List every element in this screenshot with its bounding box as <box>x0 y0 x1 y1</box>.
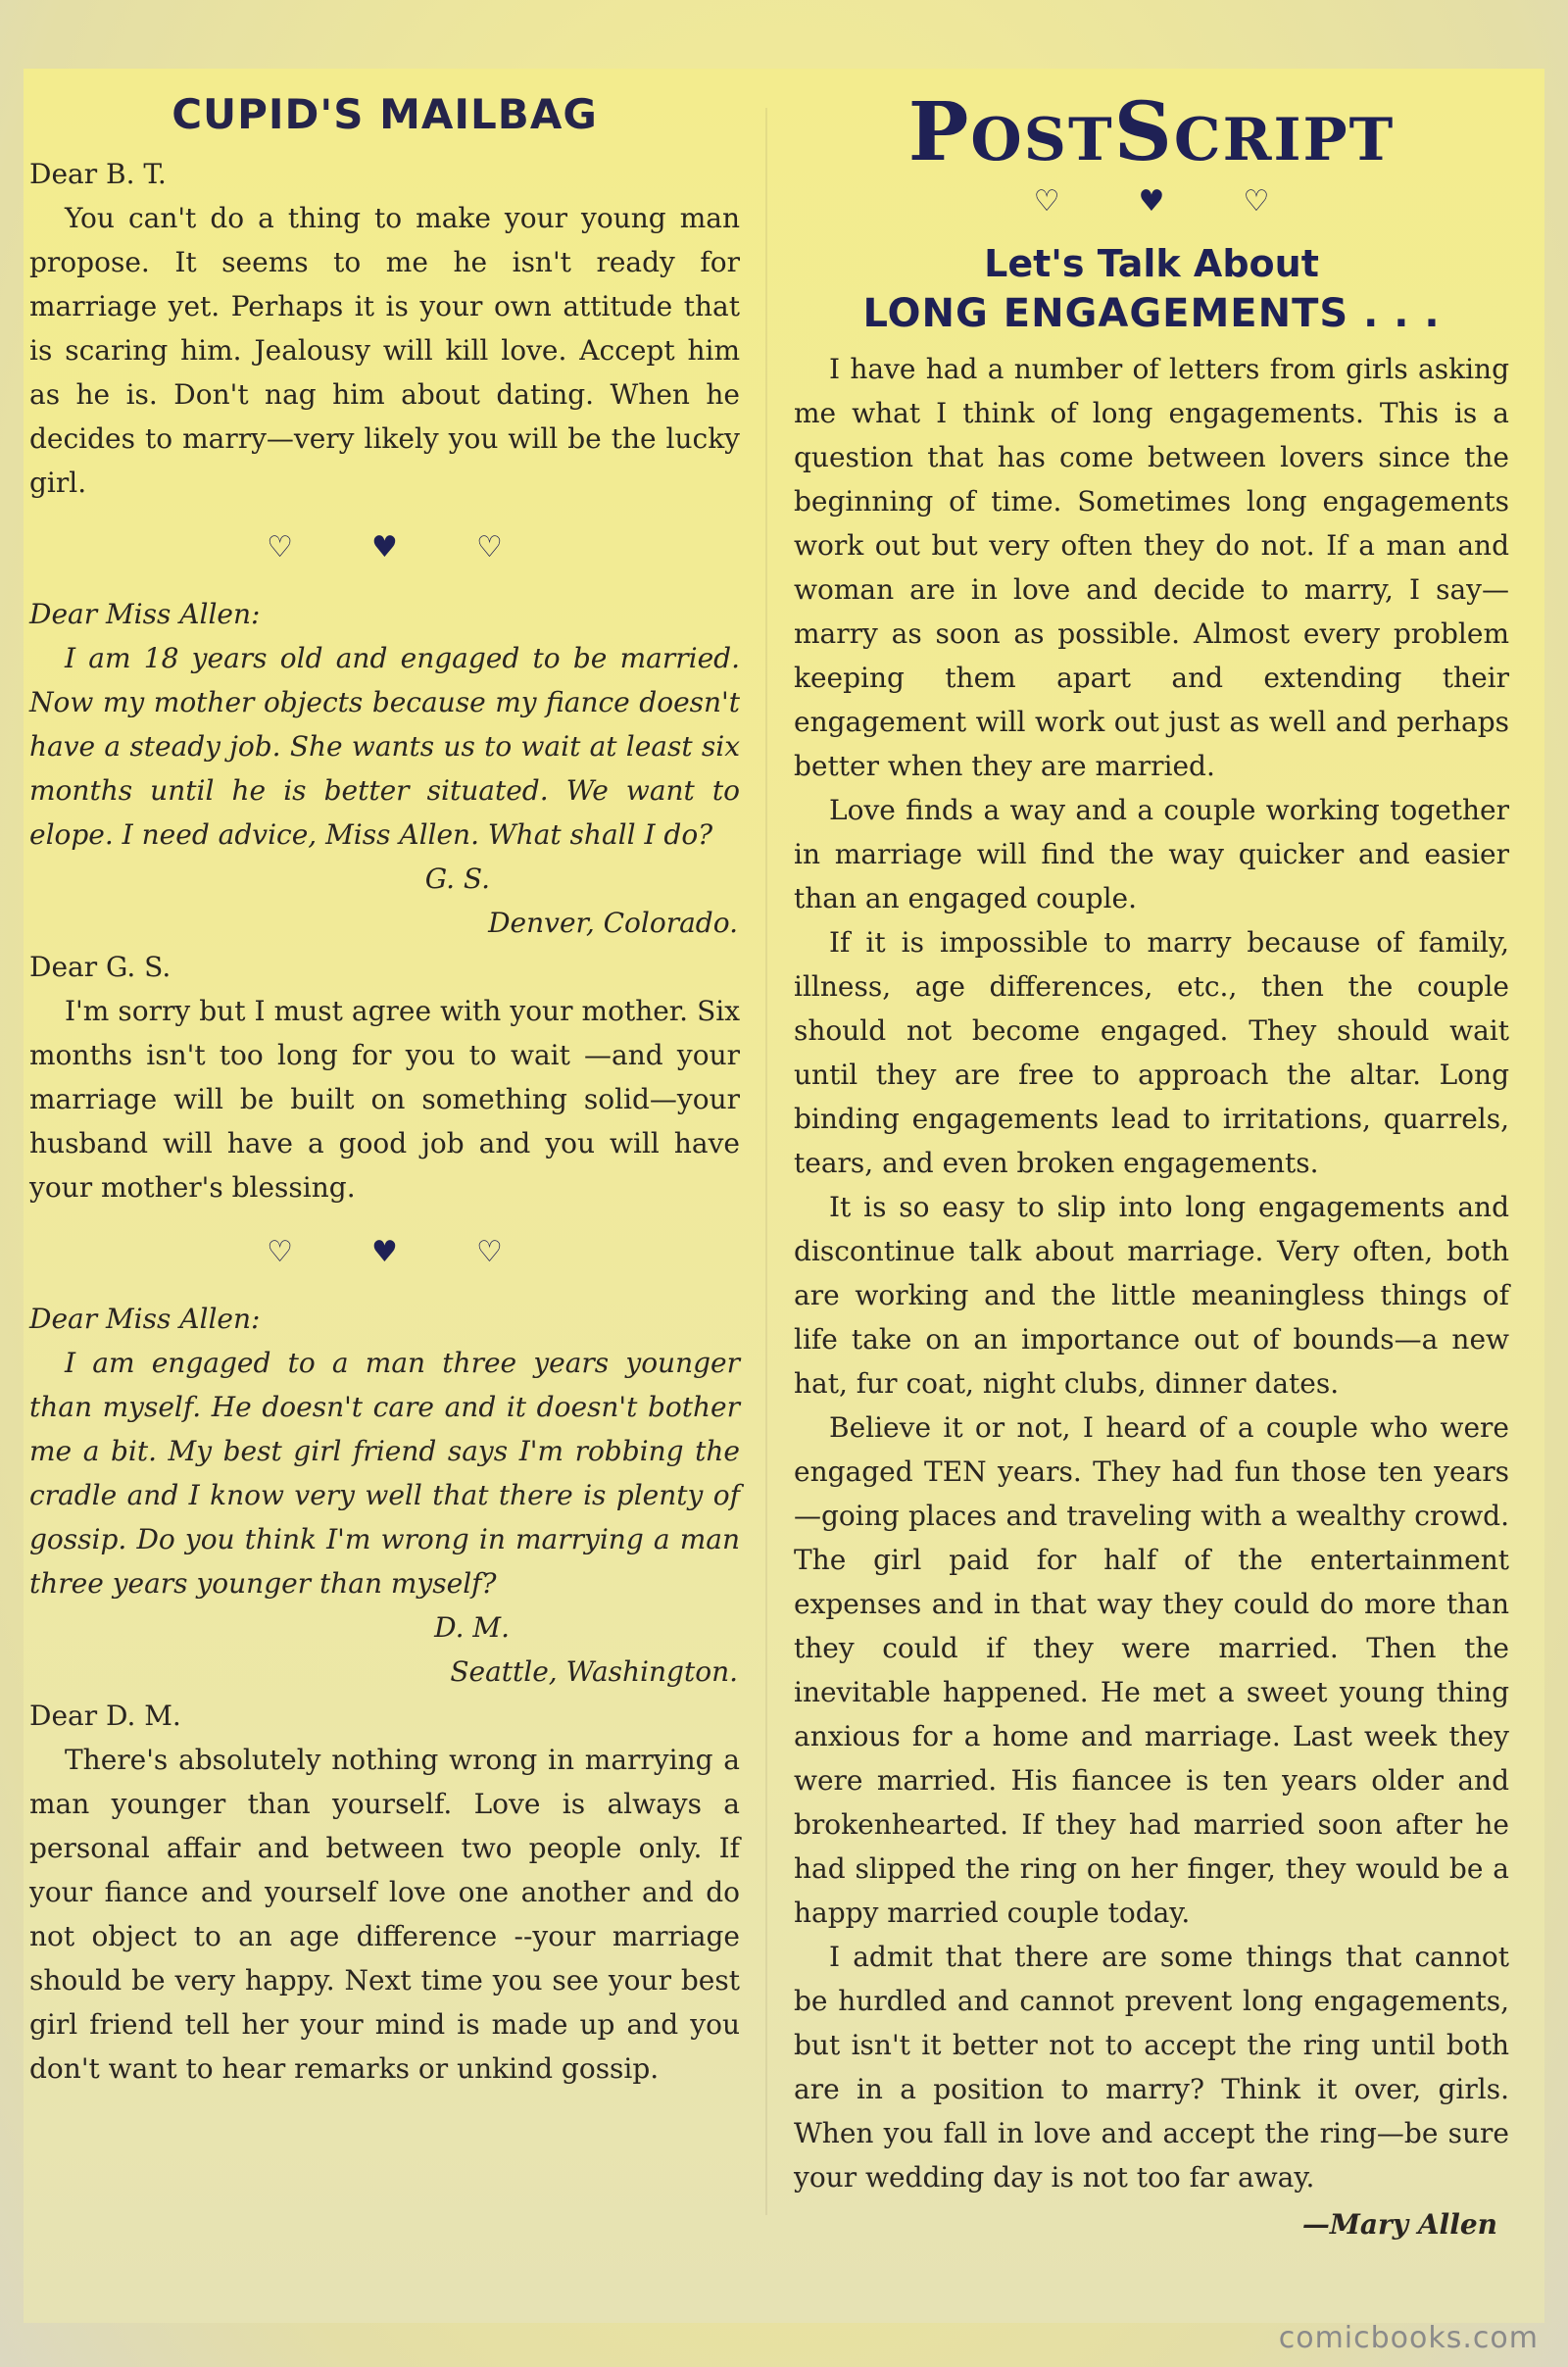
subheading-line2: LONG ENGAGEMENTS . . . <box>862 291 1441 337</box>
letter1-salutation: Dear Miss Allen: <box>29 598 261 630</box>
article-paragraph-3: If it is impossible to marry because of family, illness, age differences, etc., then the couple should not become engaged. They should wait until they are free to approach the altar. Long binding engagements lead to irritations, quarrels, tears, and even broken engagements. <box>794 926 1509 1180</box>
cupids-mailbag-column <box>29 90 740 2091</box>
title-letter-p: P <box>907 85 971 179</box>
outline-heart-icon: ♡ <box>1243 184 1348 220</box>
heart-divider-1 <box>29 530 740 565</box>
outline-heart-icon: ♡ <box>475 530 581 565</box>
outline-heart-icon: ♡ <box>475 1235 581 1269</box>
title-letter-s: S <box>1113 85 1174 179</box>
letter1-place: Denver, Colorado. <box>488 907 738 939</box>
mailbag-title: CUPID'S MAILBAG <box>172 90 598 138</box>
title-part-cript: CRIPT <box>1173 106 1396 174</box>
title-part-ost: OST <box>970 106 1114 174</box>
article-subheading <box>794 240 1509 339</box>
source-watermark: comicbooks.com <box>1278 2321 1539 2355</box>
outline-heart-icon: ♡ <box>1033 184 1139 220</box>
reply1-salutation: Dear B. T. <box>29 158 167 190</box>
letter2-place: Seattle, Washington. <box>450 1655 738 1688</box>
outline-heart-icon: ♡ <box>267 1235 372 1269</box>
heart-divider-2 <box>29 1235 740 1269</box>
reply2-salutation: Dear G. S. <box>29 951 172 983</box>
outline-heart-icon: ♡ <box>267 530 372 565</box>
author-signature: —Mary Allen <box>1301 2208 1497 2242</box>
article-paragraph-2: Love finds a way and a couple working together in marriage will find the way quicker and easier than an engaged couple. <box>794 794 1509 915</box>
article-paragraph-5: Believe it or not, I heard of a couple who were engaged TEN years. They had fun those ten years—going places and traveling with a wealthy crowd. The girl paid for half of the entertainment expenses and in that way they could do more than they could if they were married. Then the inevitable happened. He met a sweet young thing anxious for a home and marriage. Last week they were married. His fiancee is ten years older and brokenhearted. If they had married soon after he had slipped the ring on her finger, they would be a happy married couple today. <box>794 1411 1509 1930</box>
filled-heart-icon: ♥ <box>371 530 476 565</box>
reply1-body: You can't do a thing to make your young man propose. It seems to me he isn't ready for marriage yet. Perhaps it is your own attitude that is scaring him. Jealousy will kill love. Accept him as he is. Don't nag him about dating. When he decides to marry—very likely you will be the lucky girl. <box>29 202 740 499</box>
reply3-body: There's absolutely nothing wrong in marrying a man younger than yourself. Love is always a personal affair and between two people only. If your fiance and yourself love one another and do not object to an age difference --your marriage should be very happy. Next time you see your best girl friend tell her your mind is made up and you don't want to hear remarks or unkind gossip. <box>29 1744 740 2085</box>
reply3-salutation: Dear D. M. <box>29 1700 181 1732</box>
postscript-column <box>794 85 1509 2246</box>
postscript-title <box>794 85 1509 179</box>
reply2-body: I'm sorry but I must agree with your mother. Six months isn't too long for you to wait —and your marriage will be built on something solid—your husband will have a good job and you will have your mother's blessing. <box>29 995 740 1204</box>
letter2-body: I am engaged to a man three years younger than myself. He doesn't care and it doesn't bother me a bit. My best girl friend says I'm robbing the cradle and I know very well that there is plenty of gossip. Do you think I'm wrong in marrying a man three years younger than myself? <box>29 1347 740 1600</box>
letter1-initials: G. S. <box>424 863 490 895</box>
column-divider <box>765 108 767 2215</box>
letter1-body: I am 18 years old and engaged to be married. Now my mother objects because my fiance doesn't have a steady job. She wants us to wait at least six months until he is better situated. We want to elope. I need advice, Miss Allen. What shall I do? <box>29 642 740 851</box>
filled-heart-icon: ♥ <box>1138 184 1244 220</box>
article-paragraph-6: I admit that there are some things that cannot be hurdled and cannot prevent long engagements, but isn't it better not to accept the ring until both are in a position to marry? Think it over, girls. When you fall in love and accept the ring—be sure your wedding day is not too far away. <box>794 1941 1509 2194</box>
subheading-line1: Let's Talk About <box>984 242 1319 286</box>
filled-heart-icon: ♥ <box>371 1235 476 1269</box>
article-paragraph-1: I have had a number of letters from girls asking me what I think of long engagements. This is a question that has come between lovers since the beginning of time. Sometimes long engagements work out but very often they do not. If a man and woman are in love and decide to marry, I say—marry as soon as possible. Almost every problem keeping them apart and extending their engagement will work out just as well and perhaps better when they are married. <box>794 353 1509 783</box>
article-paragraph-4: It is so easy to slip into long engagements and discontinue talk about marriage. Very often, both are working and the little meaningless things of life take on an importance out of bounds—a new hat, fur coat, night clubs, dinner dates. <box>794 1191 1509 1401</box>
letter2-initials: D. M. <box>434 1611 510 1644</box>
heart-divider-title <box>794 184 1509 219</box>
letter2-salutation: Dear Miss Allen: <box>29 1303 261 1335</box>
